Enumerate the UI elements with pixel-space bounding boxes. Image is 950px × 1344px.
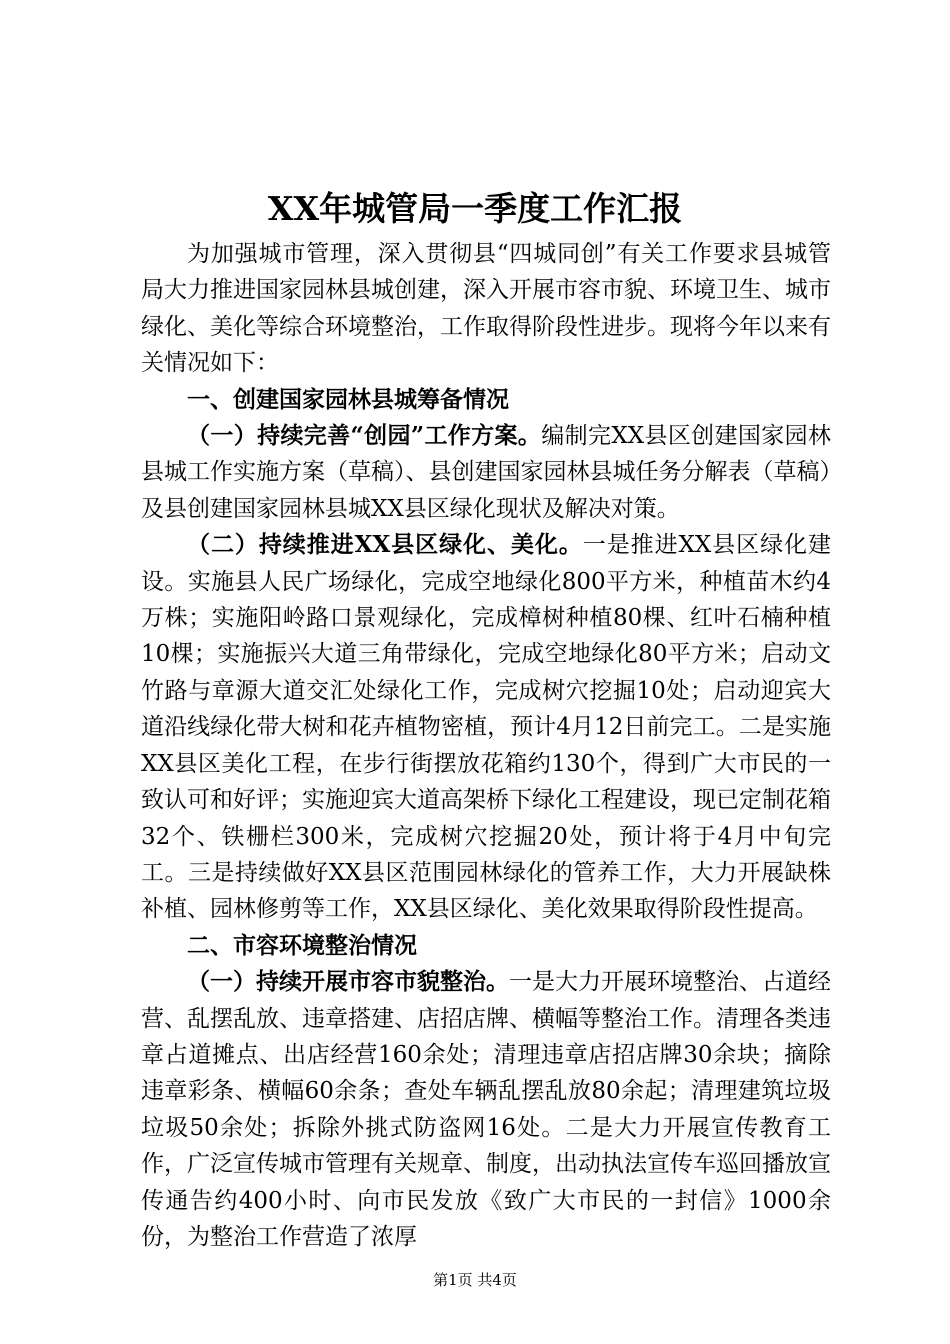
- paragraph-section1-item2: [141, 527, 831, 927]
- paragraph-lead: （一）持续完善“创园”工作方案。: [187, 422, 542, 450]
- paragraph-section2-item1: [141, 964, 831, 1255]
- section-heading-2: 二、市容环境整治情况: [187, 931, 417, 959]
- page-footer: 第1页 共4页: [433, 1271, 517, 1289]
- section-heading-1: 一、创建国家园林县城筹备情况: [187, 385, 509, 413]
- paragraph-lead: （二）持续推进XX县区绿化、美化。: [187, 531, 583, 559]
- paragraph-text: 一是推进XX县区绿化建设。实施县人民广场绿化，完成空地绿化800平方米，种植苗木约4万株；实施阳岭路口景观绿化，完成樟树种植80棵、红叶石楠种植10棵；实施振兴大道三角带绿化，完成空地绿化80平方米；启动文竹路与章源大道交汇处绿化工作，完成树穴挖掘10处；启动迎宾大道沿线绿化带大树和花卉植物密植，预计4月12日前完工。二是实施XX县区美化工程，在步行街摆放花箱约130个，得到广大市民的一致认可和好评；实施迎宾大道高架桥下绿化工程建设，现已定制花箱32个、铁栅栏300米，完成树穴挖掘20处，预计将于4月中旬完工。三是持续做好XX县区范围园林绿化的管养工作，大力开展缺株补植、园林修剪等工作，XX县区绿化、美化效果取得阶段性提高。: [141, 532, 831, 923]
- paragraph-text: 一是大力开展环境整治、占道经营、乱摆乱放、违章搭建、店招店牌、横幅等整治工作。清理各类违章占道摊点、出店经营160余处；清理违章店招店牌30余块；摘除违章彩条、横幅60余条；查处车辆乱摆乱放80余起；清理建筑垃圾垃圾50余处；拆除外挑式防盗网16处。二是大力开展宣传教育工作，广泛宣传城市管理有关规章、制度，出动执法宣传车巡回播放宣传通告约400小时、向市民发放《致广大市民的一封信》1000余份，为整治工作营造了浓厚: [141, 969, 831, 1250]
- intro-paragraph: 为加强城市管理，深入贯彻县“四城同创”有关工作要求县城管局大力推进国家园林县城创建，深入开展市容市貌、环境卫生、城市绿化、美化等综合环境整治，工作取得阶段性进步。现将今年以来有关情况如下：: [141, 241, 831, 377]
- paragraph-text: 编制完XX县区创建国家园林县城工作实施方案（草稿）、县创建国家园林县城任务分解表（草稿）及县创建国家园林县城XX县区绿化现状及解决对策。: [141, 423, 831, 522]
- paragraph-lead: （一）持续开展市容市貌整治。: [187, 968, 509, 996]
- document-body: [141, 236, 831, 1255]
- document-title: XX年城管局一季度工作汇报: [267, 189, 683, 228]
- paragraph-section1-item1: [141, 418, 831, 527]
